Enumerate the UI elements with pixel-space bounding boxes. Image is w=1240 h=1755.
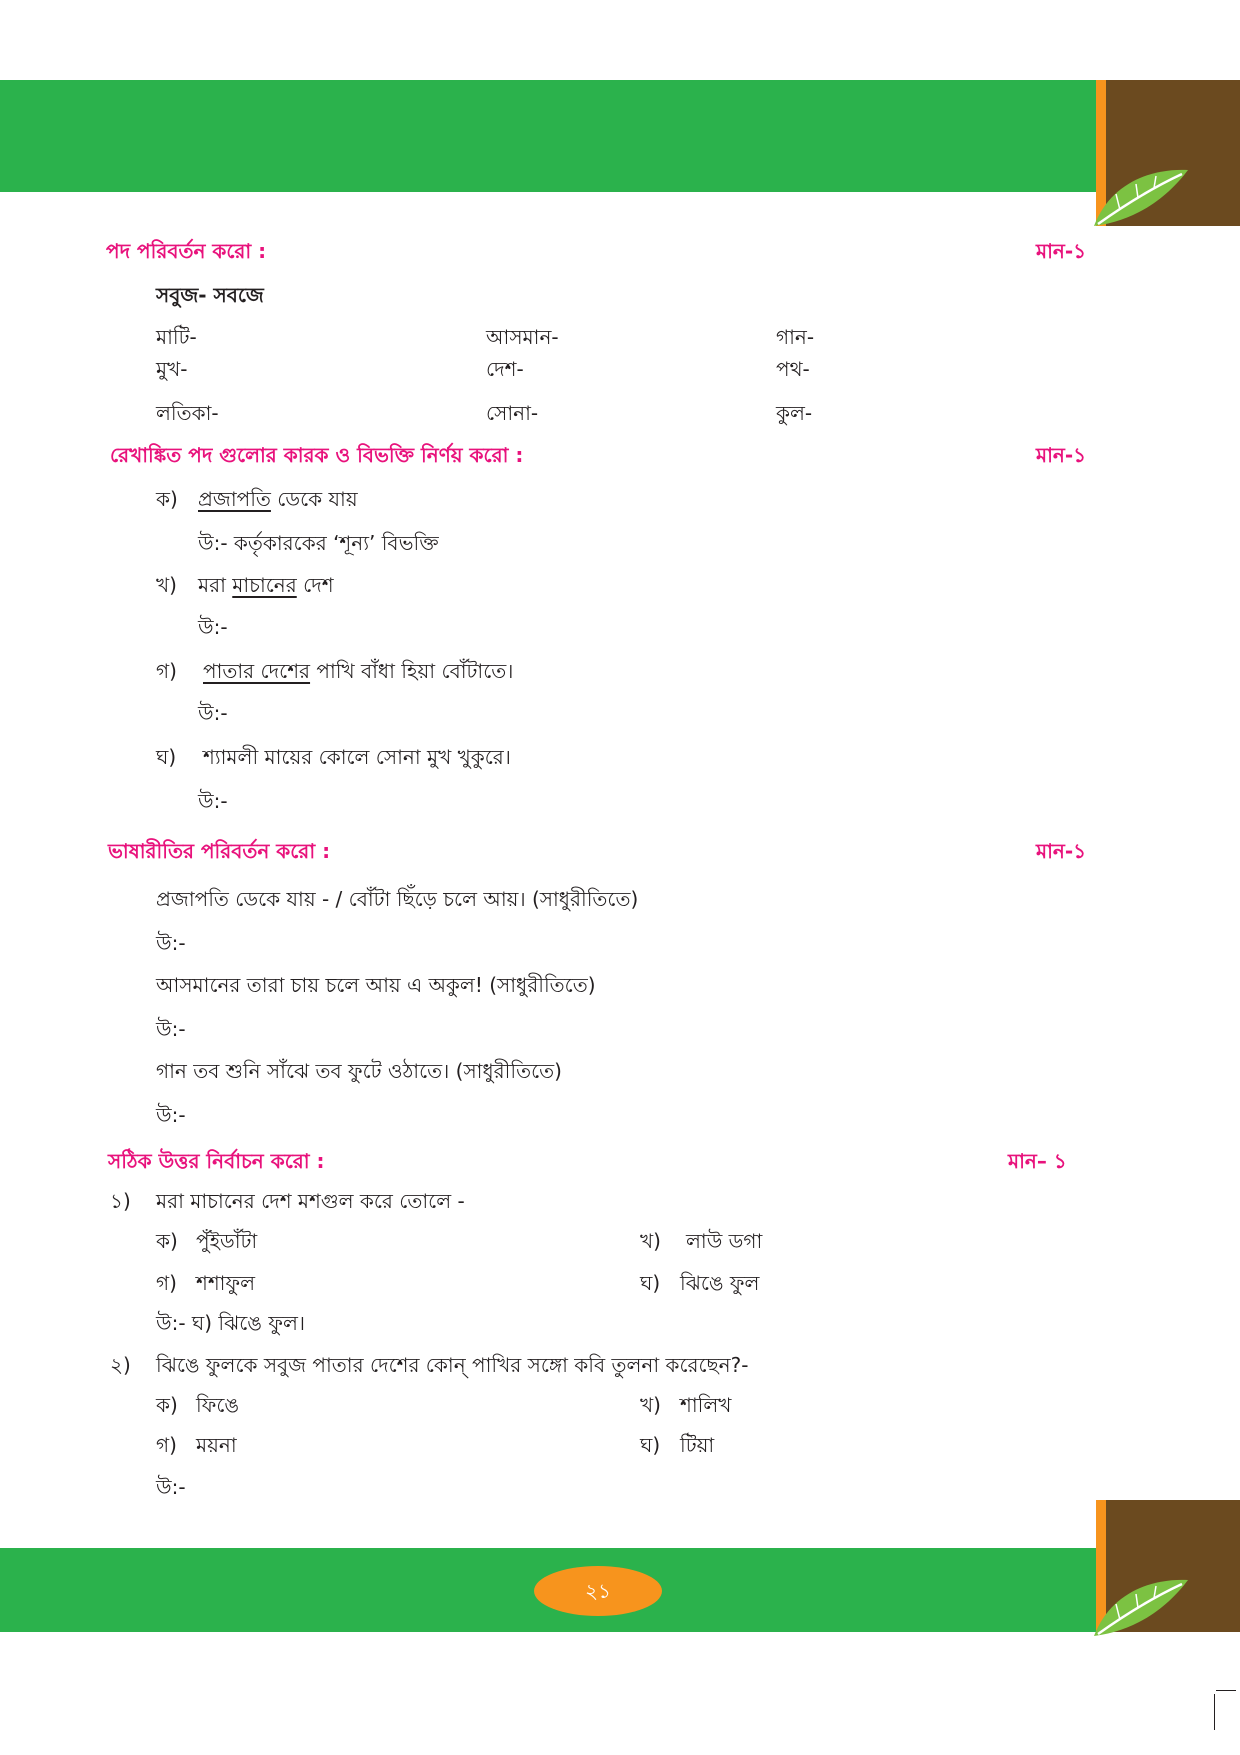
leaf-icon — [1090, 164, 1190, 230]
option-label: গ) — [156, 1433, 177, 1457]
answer-text: উ:- — [198, 789, 228, 813]
option-text: শালিখ — [680, 1393, 732, 1417]
option-text: ফিঙে — [196, 1393, 240, 1417]
section-heading: ভাষারীতির পরিবর্তন করো : — [108, 839, 331, 863]
marks-label: মান-১ — [1036, 443, 1087, 467]
option-text: টিয়া — [680, 1433, 715, 1457]
answer-text: উ:- — [156, 1475, 186, 1499]
item-label: ঘ) — [156, 745, 177, 769]
answer-text: উ:- — [198, 701, 228, 725]
word-item: মুখ- — [156, 357, 188, 381]
leaf-icon — [1090, 1574, 1190, 1640]
example-text: সবুজ- সবজে — [156, 283, 264, 307]
word-item: কুল- — [776, 401, 813, 425]
option-label: খ) — [640, 1393, 661, 1417]
question-number: ২) — [110, 1353, 131, 1377]
question-number: ১) — [110, 1189, 131, 1213]
answer-text: উ:- — [156, 1017, 186, 1041]
option-text: ময়না — [196, 1433, 237, 1457]
question-text: মরা মাচানের দেশ — [198, 573, 334, 597]
option-label: গ) — [156, 1271, 177, 1295]
question-text: আসমানের তারা চায় চলে আয় এ অকুল! (সাধুরীতিতে) — [156, 973, 596, 997]
word-item: সোনা- — [486, 401, 539, 425]
option-label: খ) — [640, 1229, 661, 1253]
marks-label: মান– ১ — [1008, 1149, 1067, 1173]
word-item: পথ- — [776, 357, 810, 381]
item-label: গ) — [156, 659, 177, 683]
item-label: ক) — [156, 487, 178, 511]
crop-mark — [1214, 1694, 1215, 1730]
header-green-bar — [0, 80, 1096, 192]
section-heading: সঠিক উত্তর নির্বাচন করো : — [108, 1149, 325, 1173]
question-text: ঝিঙে ফুলকে সবুজ পাতার দেশের কোন্ পাখির সঙ্গো কবি তুলনা করেছেন?- — [156, 1353, 749, 1377]
word-item: লতিকা- — [156, 401, 219, 425]
answer-text: উ:- — [156, 931, 186, 955]
crop-mark — [1216, 1690, 1236, 1691]
section-heading: পদ পরিবর্তন করো : — [106, 239, 267, 263]
item-label: খ) — [156, 573, 177, 597]
option-label: ক) — [156, 1229, 178, 1253]
answer-text: উ:- — [156, 1103, 186, 1127]
question-text: গান তব শুনি সাঁঝে তব ফুটে ওঠাতে। (সাধুরীতিতে) — [156, 1059, 562, 1083]
option-text: ঝিঙে ফুল — [680, 1271, 760, 1295]
option-text: শশাফুল — [196, 1271, 255, 1295]
option-text: লাউ ডগা — [686, 1229, 763, 1253]
section-heading: রেখাঙ্কিত পদ গুলোর কারক ও বিভক্তি নির্ণয় করো : — [110, 443, 524, 467]
word-item: আসমান- — [486, 325, 559, 349]
question-text: প্রজাপতি ডেকে যায় - / বোঁটা ছিঁড়ে চলে আয়। (সাধুরীতিতে) — [156, 887, 639, 911]
question-text: পাতার দেশের পাখি বাঁধা হিয়া বোঁটাতে। — [203, 659, 514, 683]
answer-text: উ:- কর্তৃকারকের ‘শূন্য’ বিভক্তি — [198, 531, 439, 555]
underlined-word: মাচানের — [232, 573, 297, 597]
question-text: মরা মাচানের দেশ মশগুল করে তোলে - — [156, 1189, 465, 1213]
answer-text: উ:- ঘ) ঝিঙে ফুল। — [156, 1311, 305, 1335]
question-text: শ্যামলী মায়ের কোলে সোনা মুখ খুকুরে। — [203, 745, 511, 769]
option-text: পুঁইডাঁটা — [196, 1229, 258, 1253]
underlined-word: পাতার দেশের — [203, 659, 311, 683]
question-text: প্রজাপতি ডেকে যায় — [198, 487, 358, 511]
marks-label: মান-১ — [1036, 239, 1087, 263]
marks-label: মান-১ — [1036, 839, 1087, 863]
word-item: দেশ- — [486, 357, 524, 381]
underlined-word: প্রজাপতি — [198, 487, 271, 511]
page-number: ২১ — [534, 1566, 662, 1616]
word-item: মাটি- — [156, 325, 197, 349]
option-label: ঘ) — [640, 1271, 661, 1295]
answer-text: উ:- — [198, 615, 228, 639]
option-label: ঘ) — [640, 1433, 661, 1457]
option-label: ক) — [156, 1393, 178, 1417]
word-item: গান- — [776, 325, 815, 349]
